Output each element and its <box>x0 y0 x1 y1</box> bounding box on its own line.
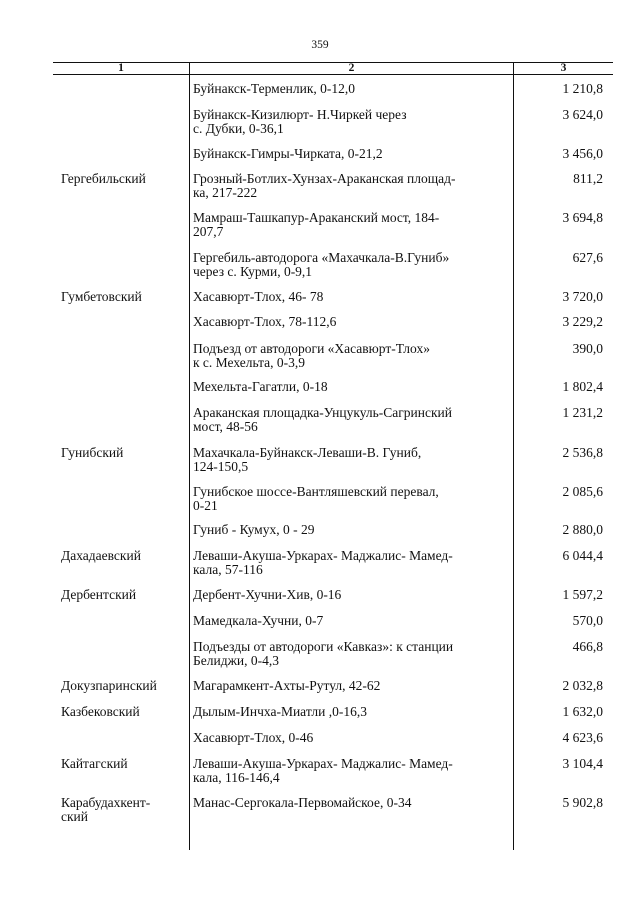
value-cell: 5 902,8 <box>562 795 603 810</box>
route-cell: Грозный-Ботлих-Хунзах-Араканская площад- ка, 217-222 <box>193 171 456 200</box>
header-col2: 2 <box>348 62 355 74</box>
value-cell: 1 231,2 <box>562 405 603 420</box>
value-cell: 1 802,4 <box>562 379 603 394</box>
route-cell: Дербент-Хучни-Хив, 0-16 <box>193 587 342 602</box>
value-cell: 3 720,0 <box>562 289 603 304</box>
district-cell: Гунибский <box>61 445 124 460</box>
value-cell: 466,8 <box>572 639 603 654</box>
value-cell: 3 104,4 <box>562 756 603 771</box>
route-cell: Гунибское шоссе-Вантляшевский перевал, 0-21 <box>193 484 439 513</box>
route-cell: Буйнакск-Кизилюрт- Н.Чиркей через с. Дубки, 0-36,1 <box>193 107 407 136</box>
route-cell: Гергебиль-автодорога «Махачкала-В.Гуниб» через с. Курми, 0-9,1 <box>193 250 450 279</box>
route-cell: Мехельта-Гагатли, 0-18 <box>193 379 328 394</box>
district-cell: Казбековский <box>61 704 140 719</box>
route-cell: Мамедкала-Хучни, 0-7 <box>193 613 324 628</box>
value-cell: 4 623,6 <box>562 730 603 745</box>
route-cell: Леваши-Акуша-Уркарах- Маджалис- Мамед- кала, 116-146,4 <box>193 756 453 785</box>
district-cell: Дербентский <box>61 587 137 602</box>
route-cell: Манас-Сергокала-Первомайское, 0-34 <box>193 795 412 810</box>
district-cell: Дахадаевский <box>61 548 141 563</box>
value-cell: 6 044,4 <box>562 548 603 563</box>
value-cell: 2 085,6 <box>562 484 603 499</box>
value-cell: 570,0 <box>572 613 603 628</box>
route-cell: Хасавюрт-Тлох, 46- 78 <box>193 289 324 304</box>
route-cell: Араканская площадка-Унцукуль-Сагринский мост, 48-56 <box>193 405 453 434</box>
route-cell: Магарамкент-Ахты-Рутул, 42-62 <box>193 678 381 693</box>
route-cell: Леваши-Акуша-Уркарах- Маджалис- Мамед- кала, 57-116 <box>193 548 453 577</box>
district-cell: Докузпаринский <box>61 678 157 693</box>
value-cell: 2 032,8 <box>562 678 603 693</box>
route-cell: Буйнакск-Терменлик, 0-12,0 <box>193 81 356 96</box>
value-cell: 1 210,8 <box>562 81 603 96</box>
header-col3: 3 <box>560 62 567 74</box>
value-cell: 3 624,0 <box>562 107 603 122</box>
route-cell: Хасавюрт-Тлох, 0-46 <box>193 730 314 745</box>
value-cell: 3 456,0 <box>562 146 603 161</box>
value-cell: 811,2 <box>573 171 603 186</box>
value-cell: 390,0 <box>572 341 603 356</box>
column-divider-1 <box>189 62 190 850</box>
route-cell: Дылым-Инчха-Миатли ,0-16,3 <box>193 704 367 719</box>
route-cell: Буйнакск-Гимры-Чирката, 0-21,2 <box>193 146 383 161</box>
value-cell: 2 536,8 <box>562 445 603 460</box>
value-cell: 3 229,2 <box>562 314 603 329</box>
route-cell: Махачкала-Буйнакск-Леваши-В. Гуниб, 124-150,5 <box>193 445 422 474</box>
district-cell: Кайтагский <box>61 756 128 771</box>
district-cell: Карабудахкент- ский <box>61 795 151 824</box>
roads-table <box>53 62 613 850</box>
route-cell: Подъезд от автодороги «Хасавюрт-Тлох» к с. Мехельта, 0-3,9 <box>193 341 430 370</box>
value-cell: 627,6 <box>572 250 603 265</box>
value-cell: 2 880,0 <box>562 522 603 537</box>
route-cell: Мамраш-Ташкапур-Араканский мост, 184- 207,7 <box>193 210 440 239</box>
district-cell: Гергебильский <box>61 171 146 186</box>
route-cell: Хасавюрт-Тлох, 78-112,6 <box>193 314 337 329</box>
value-cell: 1 632,0 <box>562 704 603 719</box>
column-divider-2 <box>513 62 514 850</box>
route-cell: Подъезды от автодороги «Кавказ»: к станции Белиджи, 0-4,3 <box>193 639 454 668</box>
header-col1: 1 <box>118 62 124 74</box>
value-cell: 3 694,8 <box>562 210 603 225</box>
route-cell: Гуниб - Кумух, 0 - 29 <box>193 522 315 537</box>
district-cell: Гумбетовский <box>61 289 142 304</box>
value-cell: 1 597,2 <box>562 587 603 602</box>
page-number: 359 <box>311 39 329 51</box>
